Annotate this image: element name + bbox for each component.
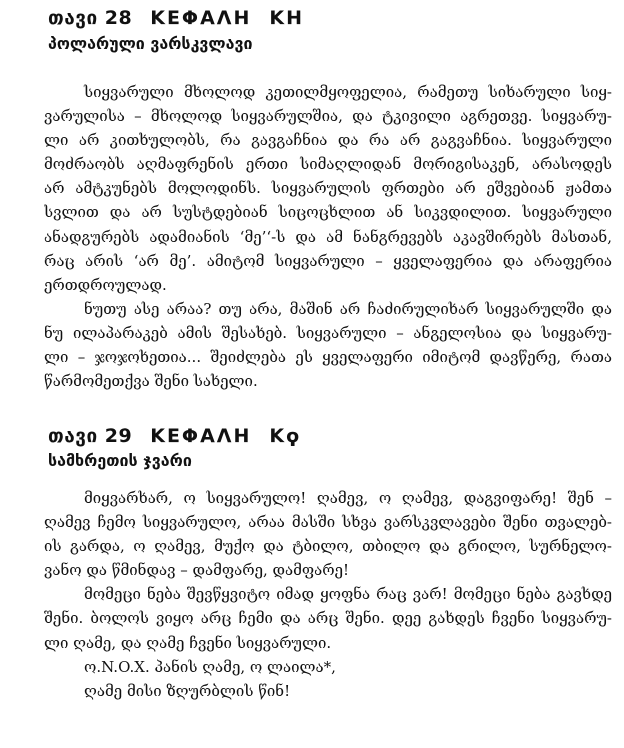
text-line: ვარულისა – მხოლოდ სიყვარულშია, და ტკივილი აგრეთვე. სიყვარუ- bbox=[44, 107, 612, 126]
text-line: ნუ ილაპარაკებ ამის შესახებ. სიყვარული – ანგელოსია და სიყვარუ- bbox=[44, 323, 612, 342]
text-line: წარმომეთქვა შენი სახელი. bbox=[44, 372, 258, 391]
text-line: რაც არის ‘არ მე’. ამიტომ სიყვარული – ყველაფერია და არაფერია bbox=[44, 251, 612, 270]
chapter-28-body bbox=[44, 80, 612, 393]
chapter-29-body bbox=[44, 486, 612, 703]
chapter-28-greek-number: ΚΗ bbox=[269, 7, 305, 29]
chapter-28-subtitle: პოლარული ვარსკვლავი bbox=[48, 34, 253, 53]
text-line: სიყვარული მხოლოდ კეთილმყოფელია, რამეთუ სიხარული სიყ- bbox=[84, 83, 612, 101]
chapter-29-number: თავი 29 bbox=[48, 425, 133, 447]
chapter-28-heading bbox=[48, 7, 304, 29]
text-line: ღამე მისი ზღურბლის წინ! bbox=[84, 681, 291, 700]
text-line: ლი – ჯოჯოხეთია... შეიძლება ეს ყველაფერი იმიტომ დავწერე, რათა bbox=[44, 348, 612, 367]
text-line: შენი. ბოლოს ვიყო არც ჩემი და არც შენი. დეე გახდეს ჩვენი სიყვარუ- bbox=[44, 609, 612, 628]
text-line: ნუთუ ასე არაა? თუ არა, მაშინ არ ჩაძირულიხარ სიყვარულში და bbox=[84, 299, 612, 318]
text-line: ლი არ კითხულობს, რა გავგაჩნია და რა არ გაგვაჩნია. სიყვარული bbox=[44, 131, 612, 150]
text-line: ღამევ ჩემო სიყვარულო, არაა მასში სხვა ვარსკვლავები შენი თვალებ- bbox=[44, 513, 612, 532]
text-line: მომეცი ნება შევწყვიტო იმად ყოფნა რაც ვარ! მომეცი ნება გავხდე bbox=[84, 585, 612, 604]
chapter-29-greek-number: Κϙ bbox=[269, 425, 302, 447]
text-line: მოძრაობს აღმაფრენის ერთი სიმაღლიდან მორიგისაკენ, არასოდეს bbox=[44, 155, 612, 174]
chapter-29-greek-title: ΚΕΦΑΛΗ bbox=[150, 425, 252, 447]
text-line: ანადგურებს ადამიანის ‘მე’‘-ს და ამ ნანგრევებს აკავშირებს მასთან, bbox=[44, 227, 612, 246]
chapter-29-subtitle: სამხრეთის ჯვარი bbox=[48, 451, 192, 470]
chapter-29-heading bbox=[48, 425, 301, 447]
chapter-28-number: თავი 28 bbox=[48, 7, 133, 29]
text-line: არ ამტკუნებს მოლოდინს. სიყვარულის ფრთები არ ეშვებიან ჟამთა bbox=[44, 179, 612, 198]
text-line: ო.N.O.X. პანის ღამე, ო ლაილა*, bbox=[84, 657, 336, 676]
chapter-28-greek-title: ΚΕΦΑΛΗ bbox=[150, 7, 252, 29]
text-line: მიყვარხარ, ო სიყვარულო! ღამევ, ო ღამევ, დაგვიფარე! შენ – bbox=[84, 489, 612, 507]
text-line: სვლით და არ სუსტდებიან სიცოცხლით ან სიკვდილით. სიყვარული bbox=[44, 203, 612, 222]
text-line: ლი ღამე, და ღამე ჩვენი სიყვარული. bbox=[44, 633, 332, 652]
text-line: ვანო და წმინდავ – დამფარე, დამფარე! bbox=[44, 561, 350, 580]
text-line: ერთდროულად. bbox=[44, 275, 167, 294]
text-line: ის გარდა, ო ღამევ, მუქო და ტბილო, თბილო და გრილო, სურნელო- bbox=[44, 537, 612, 556]
